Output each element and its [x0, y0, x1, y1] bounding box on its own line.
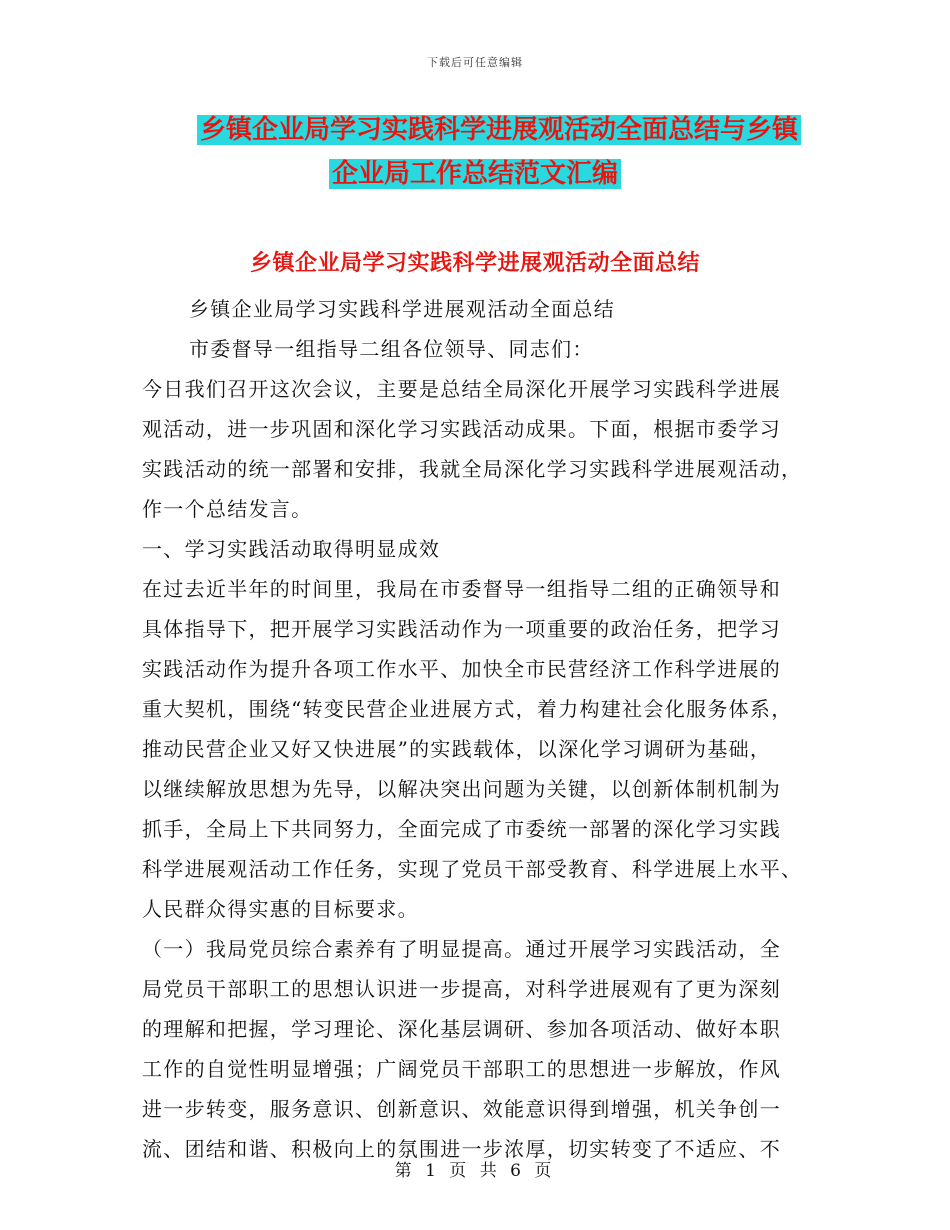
- body-line: 局党员干部职工的思想认识进一步提高，对科学进展观有了更为深刻: [142, 977, 781, 1001]
- document-body: [142, 289, 812, 1169]
- section-subtitle: 乡镇企业局学习实践科学进展观活动全面总结: [249, 250, 700, 276]
- body-line: 实践活动的统一部署和安排，我就全局深化学习实践科学进展观活动，: [142, 457, 803, 481]
- body-line: 科学进展观活动工作任务，实现了党员干部受教育、科学进展上水平、: [142, 857, 803, 881]
- document-title-text-2: 企业局工作总结范文汇编: [329, 159, 621, 189]
- body-line: 推动民营企业又好又快进展”的实践载体，以深化学习调研为基础，: [142, 737, 772, 761]
- document-title-text-1: 乡镇企业局学习实践科学进展观活动全面总结与乡镇: [197, 115, 801, 145]
- body-line: 市委督导一组指导二组各位领导、同志们：: [189, 337, 594, 361]
- body-line: 重大契机，围绕“转变民营企业进展方式，着力构建社会化服务体系，: [142, 697, 793, 721]
- body-line: 抓手，全局上下共同努力，全面完成了市委统一部署的深化学习实践: [142, 817, 781, 841]
- document-title-line-2: [0, 154, 950, 194]
- body-line: 今日我们召开这次会议，主要是总结全局深化开展学习实践科学进展: [142, 377, 781, 401]
- document-title-line-1: [24, 110, 950, 150]
- body-line: 工作的自觉性明显增强；广阔党员干部职工的思想进一步解放，作风: [142, 1057, 781, 1081]
- body-line: 乡镇企业局学习实践科学进展观活动全面总结: [189, 297, 615, 321]
- body-line: 观活动，进一步巩固和深化学习实践活动成果。下面，根据市委学习: [142, 417, 781, 441]
- body-line: 进一步转变，服务意识、创新意识、效能意识得到增强，机关争创一: [142, 1097, 781, 1121]
- body-line: 的理解和把握，学习理论、深化基层调研、参加各项活动、做好本职: [142, 1017, 781, 1041]
- header-note: 下载后可任意编辑: [427, 56, 523, 69]
- body-line: 人民群众得实惠的目标要求。: [142, 897, 419, 921]
- page-number: 第 1 页 共 6 页: [394, 1161, 556, 1181]
- body-line: 在过去近半年的时间里，我局在市委督导一组指导二组的正确领导和: [142, 577, 781, 601]
- body-line: 作一个总结发言。: [142, 497, 313, 521]
- body-line: （一）我局党员综合素养有了明显提高。通过开展学习实践活动，全: [142, 937, 781, 961]
- body-line: 以继续解放思想为先导，以解决突出问题为关键，以创新体制机制为: [142, 777, 781, 801]
- body-line: 具体指导下，把开展学习实践活动作为一项重要的政治任务，把学习: [142, 617, 781, 641]
- body-line: 流、团结和谐、积极向上的氛围进一步浓厚，切实转变了不适应、不: [142, 1137, 781, 1161]
- body-line: 一、学习实践活动取得明显成效: [142, 537, 441, 561]
- body-line: 实践活动作为提升各项工作水平、加快全市民营经济工作科学进展的: [142, 657, 781, 681]
